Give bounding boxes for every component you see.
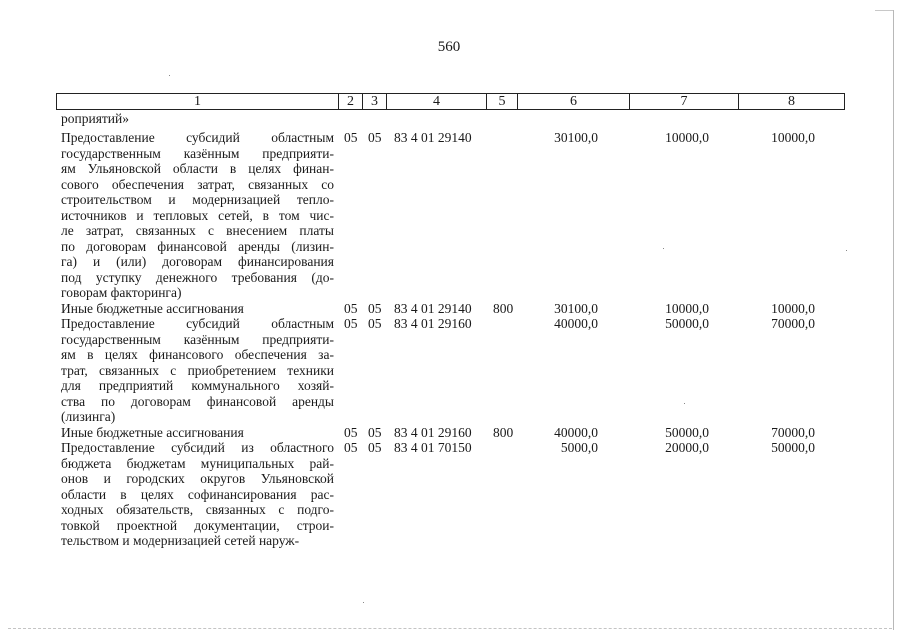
header-cell-6: 6	[517, 93, 630, 110]
header-cell-4: 4	[386, 93, 487, 110]
row-description-line: Иные бюджетные ассигнования	[61, 424, 244, 440]
row-cell-c5: 800	[493, 424, 514, 440]
row-cell-c2: 05	[344, 424, 358, 440]
row-cell-c8: 10000,0	[771, 130, 815, 145]
scan-edge	[893, 10, 894, 630]
row-cell-c8: 70000,0	[771, 424, 815, 440]
row-cell-c6: 40000,0	[554, 424, 598, 440]
row-cell-c7: 50000,0	[665, 316, 709, 331]
row-cell-c4: 83 4 01 29140	[394, 130, 472, 145]
row-cell-c6: 40000,0	[554, 316, 598, 331]
row-description-line: га) и (или) договорам финансирования	[61, 254, 334, 269]
row-description-line: области в целях софинансирования рас-	[61, 486, 334, 502]
row-description-line: государственным казённым предприяти-	[61, 331, 334, 347]
row-description-line: Предоставление субсидий из областного	[61, 440, 334, 455]
row-description-line: под уступку денежного требования (до-	[61, 269, 334, 285]
row-description-line: для предприятий коммунального хозяй-	[61, 378, 334, 393]
scan-speck	[363, 602, 364, 603]
row-cell-c4: 83 4 01 70150	[394, 440, 472, 455]
row-cell-c6: 30100,0	[554, 300, 598, 316]
scan-speck	[846, 250, 847, 251]
row-cell-c3: 05	[368, 130, 382, 145]
row-description-line: Предоставление субсидий областным	[61, 130, 334, 145]
header-cell-8: 8	[738, 93, 845, 110]
row-description-line: Иные бюджетные ассигнования	[61, 300, 244, 316]
row-cell-c7: 10000,0	[665, 300, 709, 316]
row-cell-c2: 05	[344, 300, 358, 316]
row-description-line: трат, связанных с приобретением техники	[61, 362, 334, 378]
row-cell-c7: 20000,0	[665, 440, 709, 455]
row-cell-c2: 05	[344, 440, 358, 455]
scan-speck	[169, 75, 170, 76]
scan-edge	[8, 628, 892, 629]
row-description-line: ходных обязательств, связанных с подго-	[61, 502, 334, 517]
scan-edge	[875, 10, 893, 11]
row-description-line: ям Ульяновской области в целях финан-	[61, 161, 334, 176]
row-cell-c2: 05	[344, 316, 358, 331]
row-description-line: сового обеспечения затрат, связанных со	[61, 176, 334, 192]
row-description-line: бюджета бюджетам муниципальных рай-	[61, 455, 334, 471]
row-description-line: Предоставление субсидий областным	[61, 316, 334, 331]
row-cell-c8: 70000,0	[771, 316, 815, 331]
header-cell-1: 1	[56, 93, 339, 110]
row-cell-c5: 800	[493, 300, 514, 316]
scan-speck	[663, 248, 664, 249]
row-description-line: ле затрат, связанных с внесением платы	[61, 223, 334, 238]
row-cell-c8: 10000,0	[771, 300, 815, 316]
row-cell-c6: 30100,0	[554, 130, 598, 145]
header-cell-7: 7	[629, 93, 739, 110]
row-cell-c6: 5000,0	[560, 440, 598, 455]
header-cell-3: 3	[362, 93, 387, 110]
row-cell-c3: 05	[368, 424, 382, 440]
scan-speck	[684, 403, 685, 404]
row-cell-c4: 83 4 01 29140	[394, 300, 472, 316]
row-cell-c2: 05	[344, 130, 358, 145]
row-cell-c3: 05	[368, 300, 382, 316]
row-description-line: тельством и модернизацией сетей наруж-	[61, 533, 300, 548]
row-cell-c4: 83 4 01 29160	[394, 316, 472, 331]
header-cell-2: 2	[338, 93, 363, 110]
row-description-line: источников и тепловых сетей, в том чис-	[61, 207, 334, 223]
row-description-line: по договорам финансовой аренды (лизин-	[61, 238, 334, 254]
row-description-line: (лизинга)	[61, 409, 116, 424]
row-description-line: ства по договорам финансовой аренды	[61, 393, 334, 409]
row-description-line: говорам факторинга)	[61, 285, 182, 300]
row-cell-c7: 50000,0	[665, 424, 709, 440]
row-description-line: товкой проектной документации, строи-	[61, 517, 334, 533]
row-cell-c3: 05	[368, 440, 382, 455]
row-description-line: ям в целях финансового обеспечения за-	[61, 347, 334, 362]
page-number: 560	[437, 39, 461, 55]
row-cell-c8: 50000,0	[771, 440, 815, 455]
row-cell-c4: 83 4 01 29160	[394, 424, 472, 440]
continuation-text: роприятий»	[61, 111, 130, 126]
row-cell-c7: 10000,0	[665, 130, 709, 145]
header-cell-5: 5	[486, 93, 518, 110]
row-description-line: государственным казённым предприяти-	[61, 145, 334, 161]
row-description-line: онов и городских округов Ульяновской	[61, 471, 334, 486]
row-cell-c3: 05	[368, 316, 382, 331]
row-description-line: строительством и модернизацией тепло-	[61, 192, 334, 207]
